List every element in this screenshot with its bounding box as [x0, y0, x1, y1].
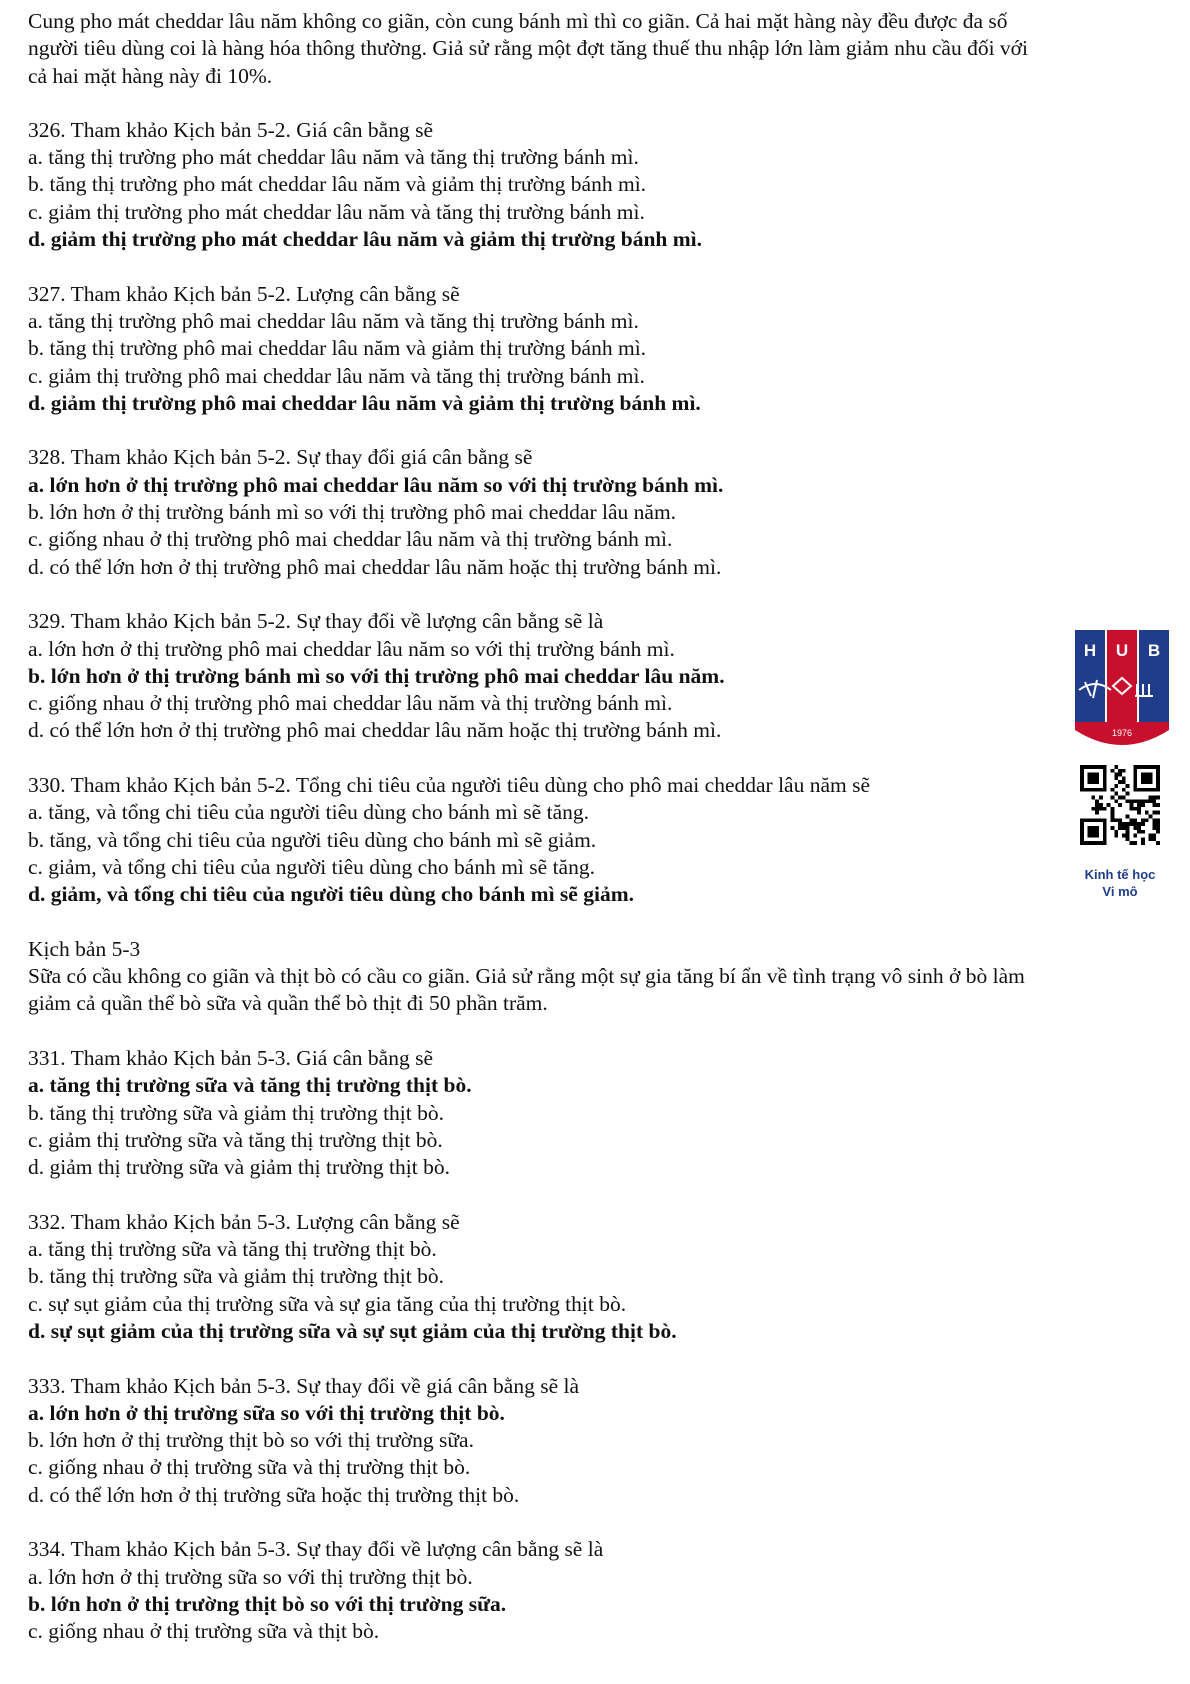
qr-module — [1095, 807, 1099, 811]
qr-module — [1122, 788, 1126, 792]
question-334 — [28, 1536, 1178, 1645]
qr-module — [1126, 792, 1130, 796]
qr-module — [1114, 765, 1118, 769]
qr-module — [1141, 818, 1145, 822]
qr-module — [1114, 799, 1118, 803]
qr-module — [1126, 834, 1130, 838]
qr-module — [1152, 834, 1156, 838]
qr-module — [1099, 795, 1103, 799]
qr-module — [1156, 818, 1160, 822]
qr-module — [1099, 803, 1103, 807]
qr-module — [1118, 773, 1122, 777]
option-d-answer: d. sự sụt giảm của thị trường sữa và sự sụt giảm của thị trường thịt bò. — [28, 1318, 677, 1343]
option-b-answer: b. lớn hơn ở thị trường thịt bò so với thị trường sữa. — [28, 1591, 507, 1616]
qr-module — [1149, 834, 1153, 838]
document-body — [28, 8, 1178, 1673]
scenario-5-2-text — [28, 8, 1178, 90]
qr-module — [1122, 776, 1126, 780]
qr-module — [1156, 826, 1160, 830]
qr-module — [1156, 795, 1160, 799]
option-b: b. tăng thị trường sữa và giảm thị trường thịt bò. — [28, 1264, 444, 1289]
qr-module — [1152, 822, 1156, 826]
logo-letter-u: U — [1115, 641, 1129, 660]
question-329 — [28, 608, 1178, 744]
qr-code — [1080, 765, 1160, 845]
question-327 — [28, 281, 1178, 417]
qr-module — [1110, 807, 1114, 811]
qr-module — [1130, 803, 1134, 807]
qr-module — [1141, 830, 1145, 834]
qr-module — [1145, 799, 1149, 803]
qr-module — [1130, 841, 1134, 845]
qr-module — [1114, 776, 1118, 780]
qr-module — [1114, 830, 1118, 834]
qr-module — [1152, 803, 1156, 807]
qr-module — [1110, 795, 1114, 799]
qr-module — [1137, 807, 1141, 811]
qr-module — [1141, 803, 1145, 807]
option-c: c. giống nhau ở thị trường phô mai cheddar lâu năm và thị trường bánh mì. — [28, 691, 673, 716]
qr-module — [1122, 780, 1126, 784]
qr-module — [1122, 822, 1126, 826]
qr-module — [1137, 822, 1141, 826]
qr-module — [1152, 795, 1156, 799]
qr-module — [1156, 811, 1160, 815]
qr-module — [1152, 799, 1156, 803]
qr-module — [1137, 799, 1141, 803]
question-stem: 327. Tham khảo Kịch bản 5-2. Lượng cân bằng sẽ — [28, 281, 460, 306]
qr-module — [1107, 803, 1111, 807]
qr-module — [1122, 769, 1126, 773]
question-332 — [28, 1209, 1178, 1345]
option-b: b. tăng thị trường pho mát cheddar lâu năm và giảm thị trường bánh mì. — [28, 172, 647, 197]
logo-caption — [1058, 866, 1182, 900]
text-line: Cung pho mát cheddar lâu năm không co giãn, còn cung bánh mì thì co giãn. Cả hai mặt hàng này đều được đa số — [28, 9, 1008, 33]
qr-module — [1122, 826, 1126, 830]
qr-module — [1126, 784, 1130, 788]
qr-module — [1149, 837, 1153, 841]
qr-module — [1156, 822, 1160, 826]
qr-module — [1133, 841, 1137, 845]
option-b: b. lớn hơn ở thị trường thịt bò so với thị trường sữa. — [28, 1428, 474, 1453]
qr-module — [1110, 811, 1114, 815]
question-331 — [28, 1045, 1178, 1181]
qr-module — [1114, 834, 1118, 838]
question-stem: 332. Tham khảo Kịch bản 5-3. Lượng cân bằng sẽ — [28, 1209, 460, 1234]
qr-module — [1110, 769, 1114, 773]
qr-module — [1110, 818, 1114, 822]
qr-module — [1099, 807, 1103, 811]
text-line: Sữa có cầu không co giãn và thịt bò có cầu co giãn. Giả sử rằng một sự gia tăng bí ẩn về tình trạng vô sinh ở bò làm — [28, 964, 1025, 989]
qr-module — [1114, 818, 1118, 822]
logo-letter-h: H — [1083, 641, 1097, 660]
option-d-answer: d. giảm thị trường pho mát cheddar lâu năm và giảm thị trường bánh mì. — [28, 227, 702, 252]
option-c: c. giảm thị trường pho mát cheddar lâu năm và tăng thị trường bánh mì. — [28, 199, 645, 224]
qr-module — [1152, 837, 1156, 841]
question-stem: 333. Tham khảo Kịch bản 5-3. Sự thay đổi về giá cân bằng sẽ là — [28, 1373, 580, 1398]
qr-module — [1130, 818, 1134, 822]
option-a: a. tăng thị trường pho mát cheddar lâu năm và tăng thị trường bánh mì. — [28, 145, 639, 170]
qr-module — [1133, 822, 1137, 826]
logo-letter-b: B — [1147, 641, 1161, 660]
qr-module — [1114, 792, 1118, 796]
qr-module — [1133, 799, 1137, 803]
option-d: d. có thể lớn hơn ở thị trường phô mai cheddar lâu năm hoặc thị trường bánh mì. — [28, 554, 722, 579]
qr-module — [1118, 795, 1122, 799]
qr-module — [1114, 784, 1118, 788]
option-a-answer: a. lớn hơn ở thị trường sữa so với thị trường thịt bò. — [28, 1400, 505, 1425]
qr-module — [1118, 769, 1122, 773]
option-a-answer: a. tăng thị trường sữa và tăng thị trường thịt bò. — [28, 1073, 472, 1098]
qr-module — [1156, 841, 1160, 845]
qr-module — [1118, 826, 1122, 830]
qr-module — [1103, 807, 1107, 811]
qr-module — [1110, 788, 1114, 792]
option-c: c. giống nhau ở thị trường sữa và thị trường thịt bò. — [28, 1455, 471, 1480]
option-d-answer: d. giảm thị trường phô mai cheddar lâu năm và giảm thị trường bánh mì. — [28, 390, 701, 415]
qr-module — [1149, 815, 1153, 819]
option-b: b. tăng thị trường phô mai cheddar lâu năm và giảm thị trường bánh mì. — [28, 336, 647, 361]
qr-module — [1126, 822, 1130, 826]
qr-module — [1133, 807, 1137, 811]
qr-module — [1122, 795, 1126, 799]
option-c: c. giảm thị trường sữa và tăng thị trường thịt bò. — [28, 1127, 443, 1152]
qr-module — [1141, 822, 1145, 826]
question-stem: 329. Tham khảo Kịch bản 5-2. Sự thay đổi về lượng cân bằng sẽ là — [28, 609, 604, 634]
option-a-answer: a. lớn hơn ở thị trường phô mai cheddar lâu năm so với thị trường bánh mì. — [28, 472, 724, 497]
qr-module — [1130, 822, 1134, 826]
logo-year: 1976 — [1111, 728, 1133, 738]
qr-module — [1137, 826, 1141, 830]
qr-module — [1141, 799, 1145, 803]
qr-module — [1088, 826, 1099, 837]
qr-module — [1088, 773, 1099, 784]
option-a: a. tăng thị trường sữa và tăng thị trường thịt bò. — [28, 1237, 437, 1262]
question-326 — [28, 117, 1178, 253]
scenario-title: Kịch bản 5-3 — [28, 936, 141, 961]
qr-module — [1152, 811, 1156, 815]
qr-module — [1126, 799, 1130, 803]
qr-module — [1149, 795, 1153, 799]
question-330 — [28, 772, 1178, 908]
qr-module — [1130, 799, 1134, 803]
question-stem: 331. Tham khảo Kịch bản 5-3. Giá cân bằng sẽ — [28, 1045, 434, 1070]
qr-module — [1110, 826, 1114, 830]
question-stem: 326. Tham khảo Kịch bản 5-2. Giá cân bằng sẽ — [28, 117, 434, 142]
option-c: c. giống nhau ở thị trường sữa và thịt bò. — [28, 1619, 380, 1644]
option-b: b. lớn hơn ở thị trường bánh mì so với thị trường phô mai cheddar lâu năm. — [28, 500, 677, 525]
option-a: a. lớn hơn ở thị trường sữa so với thị trường thịt bò. — [28, 1564, 473, 1589]
option-d: d. có thể lớn hơn ở thị trường sữa hoặc thị trường thịt bò. — [28, 1482, 520, 1507]
qr-module — [1152, 818, 1156, 822]
qr-module — [1126, 815, 1130, 819]
qr-module — [1152, 826, 1156, 830]
qr-module — [1126, 826, 1130, 830]
qr-module — [1126, 837, 1130, 841]
question-333 — [28, 1373, 1178, 1509]
option-b: b. tăng, và tổng chi tiêu của người tiêu dùng cho bánh mì sẽ giảm. — [28, 827, 597, 852]
qr-module — [1133, 826, 1137, 830]
text-line: giảm cả quần thể bò sữa và quần thể bò thịt đi 50 phần trăm. — [28, 991, 548, 1016]
qr-module — [1145, 811, 1149, 815]
qr-module — [1126, 830, 1130, 834]
qr-module — [1118, 822, 1122, 826]
qr-module — [1137, 803, 1141, 807]
qr-module — [1130, 807, 1134, 811]
qr-module — [1137, 811, 1141, 815]
qr-module — [1110, 815, 1114, 819]
qr-module — [1133, 818, 1137, 822]
option-b-answer: b. lớn hơn ở thị trường bánh mì so với thị trường phô mai cheddar lâu năm. — [28, 663, 725, 688]
caption-line-1: Kinh tế học — [1084, 867, 1156, 882]
qr-module — [1149, 799, 1153, 803]
qr-module — [1118, 818, 1122, 822]
qr-module — [1141, 837, 1145, 841]
qr-module — [1118, 803, 1122, 807]
text-line: cả hai mặt hàng này đi 10%. — [28, 63, 273, 88]
question-328 — [28, 444, 1178, 580]
question-stem: 328. Tham khảo Kịch bản 5-2. Sự thay đổi giá cân bằng sẽ — [28, 445, 533, 470]
text-line: người tiêu dùng coi là hàng hóa thông thường. Giả sử rằng một đợt tăng thuế thu nhập lớn làm giảm nhu cầu đối với — [28, 36, 1029, 61]
qr-module — [1145, 818, 1149, 822]
question-stem: 334. Tham khảo Kịch bản 5-3. Sự thay đổi về lượng cân bằng sẽ là — [28, 1537, 604, 1562]
qr-module — [1114, 773, 1118, 777]
qr-module — [1141, 773, 1152, 784]
qr-module — [1122, 834, 1126, 838]
option-a: a. tăng thị trường phô mai cheddar lâu năm và tăng thị trường bánh mì. — [28, 308, 639, 333]
option-b: b. tăng thị trường sữa và giảm thị trường thịt bò. — [28, 1100, 444, 1125]
option-c: c. giảm, và tổng chi tiêu của người tiêu dùng cho bánh mì sẽ tăng. — [28, 854, 595, 879]
qr-module — [1141, 841, 1145, 845]
question-stem: 330. Tham khảo Kịch bản 5-2. Tổng chi tiêu của người tiêu dùng cho phô mai cheddar lâu năm sẽ — [28, 773, 871, 798]
qr-module — [1095, 799, 1099, 803]
option-d-answer: d. giảm, và tổng chi tiêu của người tiêu dùng cho bánh mì sẽ giảm. — [28, 882, 634, 907]
option-a: a. tăng, và tổng chi tiêu của người tiêu dùng cho bánh mì sẽ tăng. — [28, 800, 589, 825]
qr-module — [1137, 830, 1141, 834]
qr-module — [1133, 834, 1137, 838]
caption-line-2: Vi mô — [1102, 884, 1138, 899]
option-c: c. giống nhau ở thị trường phô mai cheddar lâu năm và thị trường bánh mì. — [28, 527, 673, 552]
qr-module — [1156, 830, 1160, 834]
qr-module — [1156, 803, 1160, 807]
option-c: c. sự sụt giảm của thị trường sữa và sự gia tăng của thị trường thịt bò. — [28, 1291, 627, 1316]
option-d: d. giảm thị trường sữa và giảm thị trường thịt bò. — [28, 1155, 450, 1180]
qr-module — [1118, 780, 1122, 784]
scenario-5-3 — [28, 936, 1178, 1018]
qr-module — [1095, 811, 1099, 815]
option-d: d. có thể lớn hơn ở thị trường phô mai cheddar lâu năm hoặc thị trường bánh mì. — [28, 718, 722, 743]
option-a: a. lớn hơn ở thị trường phô mai cheddar lâu năm so với thị trường bánh mì. — [28, 636, 675, 661]
qr-module — [1091, 795, 1095, 799]
option-c: c. giảm thị trường phô mai cheddar lâu năm và tăng thị trường bánh mì. — [28, 363, 645, 388]
qr-module — [1091, 807, 1095, 811]
hub-logo — [1075, 630, 1169, 755]
qr-module — [1095, 803, 1099, 807]
